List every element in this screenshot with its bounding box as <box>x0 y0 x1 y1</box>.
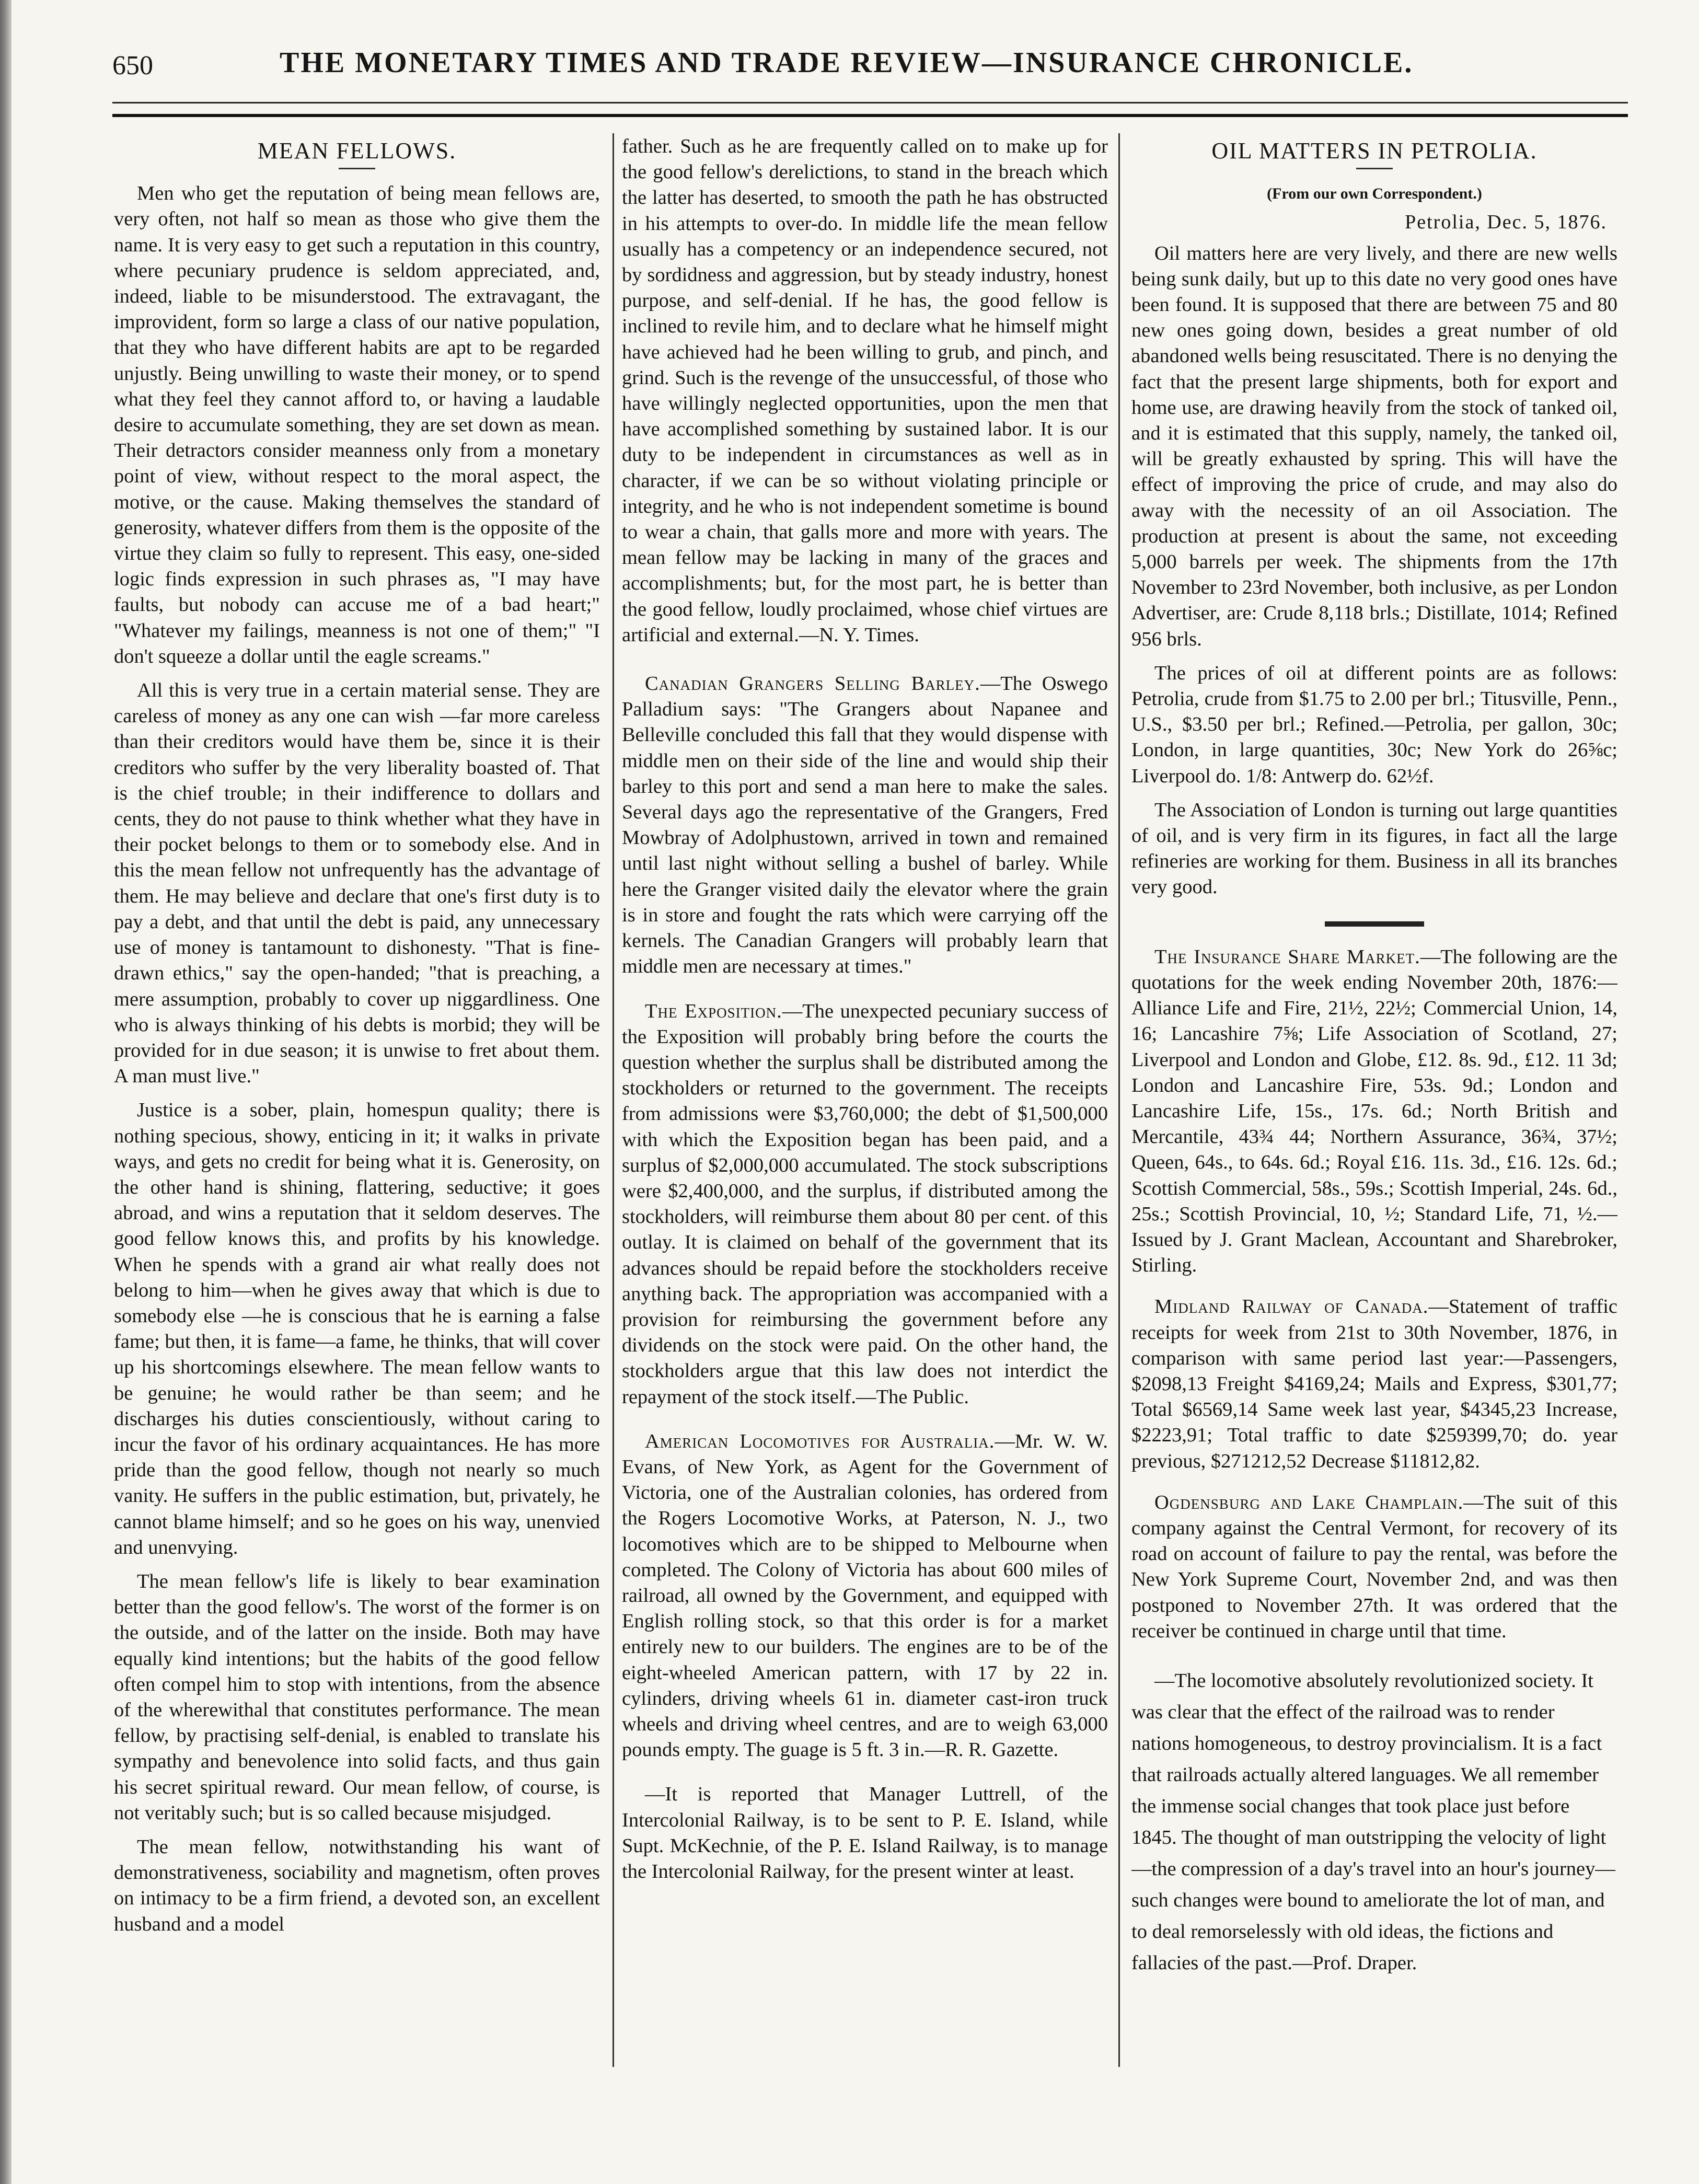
ogdensburg-lead: Ogdensburg and Lake Champlain. <box>1154 1491 1464 1513</box>
grangers-body: —The Oswego Palladium says: "The Grangers about Napanee and Belleville concluded this fall that they would dispense with middle men on their side of the line and would ship their barley to this port and send a man here to make the sales. Several days ago the representative of the Grangers, Fred Mowbray of Adolphustown, arrived in town and remained until last night without selling a bushel of barley. While here the Granger visited daily the elevator where the grain is in store and fought the rats which were carrying off the kernels. The Canadian Grangers will probably learn that middle men are necessary at times." <box>622 673 1108 978</box>
column-divider-1 <box>612 133 614 2067</box>
exposition-body: —The unexpected pecuniary success of the Exposition will probably bring before the courts the question whether the surplus shall be distributed among the stockholders or returned to the government. The receipts from admissions were $3,760,000; the debt of $1,500,000 with which the Exposition began has been paid, and a surplus of $2,000,000 accumulated. The stock subscriptions were $2,400,000, and the surplus, if distributed among the stockholders, will reimburse them about 80 per cent. of this outlay. It is claimed on behalf of the government that its advances should be repaid before the stockholders receive anything back. The appropriation was accompanied with a provision for reimbursing the government before any dividends on the stock were paid. On the other hand, the stockholders argue that this law does not interdict the repayment of the stock itself.—The Public. <box>622 1000 1108 1408</box>
headline-rule <box>1356 168 1393 169</box>
insurance-item <box>1131 944 1617 1279</box>
insurance-lead: The Insurance Share Market. <box>1154 945 1420 968</box>
column-3 <box>1131 131 1617 2075</box>
exposition-lead: The Exposition. <box>645 1000 782 1022</box>
luttrell-item: —It is reported that Manager Luttrell, of the Intercolonial Railway, is to be sent to P. E. Island, while Supt. McKechnie, of the P. E. Island Railway, is to manage the Intercolonial Railway, for the present winter at least. <box>622 1783 1108 1882</box>
mean-fellows-headline: MEAN FELLOWS. <box>257 138 457 164</box>
grangers-item <box>622 671 1108 979</box>
ogdensburg-item <box>1131 1490 1617 1644</box>
locomotive-quote: —The locomotive absolutely revolutionized society. It was clear that the effect of the railroad was to render nations homogeneous, to destroy provincialism. It is a fact that railroads actually altered languages. We all remember the immense social changes that took place just before 1845. The thought of man outstripping the velocity of light—the compression of a day's travel into an hour's journey—such changes were bound to ameliorate the lot of man, and to deal remorselessly with old ideas, the fictions and fallacies of the past.—Prof. Draper. <box>1131 1669 1615 1974</box>
insurance-body: —The following are the quotations for the week ending November 20th, 1876:—Alliance Life and Fire, 21½, 22½; Commercial Union, 14, 16; Lancashire 7⅝; Life Association of Scotland, 27; Liverpool and London and Globe, £12. 8s. 9d., £12. 11 3d; London and Lancashire Fire, 53s. 9d.; London and Lancashire Life, 15s., 17s. 6d.; North British and Mercantile, 43¾ 44; Northern Assurance, 36¾, 37½; Queen, 64s., to 64s. 6d.; Royal £16. 11s. 3d., £16. 12s. 6d.; Scottish Commercial, 58s., 59s.; Scottish Imperial, 24s. 6d., 25s.; Scottish Provincial, 10, ½; Standard Life, 71, ½.—Issued by J. Grant Maclean, Accountant and Sharebroker, Stirling. <box>1131 945 1617 1277</box>
dateline: Petrolia, Dec. 5, 1876. <box>1405 211 1607 234</box>
article-paragraph: Justice is a sober, plain, homespun quality; there is nothing specious, showy, enticing in it; it walks in private ways, and gets no credit for being what it is. Generosity, on the other hand is shining, flattering, seductive; it goes abroad, and wins a reputation that it seldom deserves. The good fellow knows this, and profits by his knowledge. When he spends with a grand air what really does not belong to him—when he gives away that which is due to somebody else —he is conscious that he is earning a false fame; but then, it is fame—a fame, he thinks, that will cover up his shortcomings elsewhere. The mean fellow wants to be genuine; he would rather be than seem; and he discharges his duties conscientiously, without caring to incur the favor of his ordinary acquaintances. He has more pride than the good fellow, though not nearly so much vanity. He suffers in the public estimation, but, privately, he cannot blame himself; and so he goes on his way, unenvied and unenvying. <box>114 1099 600 1558</box>
page-header <box>112 46 1628 93</box>
section-ornament-rule <box>1325 921 1424 927</box>
article-paragraph: The mean fellow's life is likely to bear examination better than the good fellow's. The worst of the former is on the outside, and of the latter on the inside. Both may have equally kind intentions; but the habits of the good fellow often compel him to stop with intentions, from the absence of the wherewithal that constitutes performance. The mean fellow, by practising self-denial, is enabled to translate his sympathy and benevolence into solid facts, and thus gain his secret spiritual reward. Our mean fellow, of course, is not veritably such; but is so called because misjudged. <box>114 1570 600 1824</box>
page-binding-edge <box>0 0 11 2184</box>
midland-item <box>1131 1294 1617 1474</box>
column-2 <box>622 131 1108 2075</box>
journal-title: THE MONETARY TIMES AND TRADE REVIEW—INSURANCE CHRONICLE. <box>280 47 1414 79</box>
column-divider-2 <box>1118 133 1120 2067</box>
article-paragraph: The mean fellow, notwithstanding his want of demonstrativeness, sociability and magnetism, often proves on intimacy to be a firm friend, a devoted son, an excellent husband and a model <box>114 1836 600 1935</box>
article-paragraph: Men who get the reputation of being mean fellows are, very often, not half so mean as those who give them the name. It is very easy to get such a reputation in this country, where pecuniary prudence is seldom appreciated, and, indeed, liable to be misunderstood. The extravagant, the improvident, form so large a class of our native population, that they who have different habits are apt to be regarded unjustly. Being unwilling to waste their money, or to spend what they feel they cannot afford to, or having a laudable desire to accumulate something, they are set down as mean. Their detractors consider meanness only from a monetary point of view, without respect to the moral aspect, the motive, or the cause. Making themselves the standard of generosity, whatever differs from them is the opposite of the virtue they claim so fully to represent. This easy, one-sided logic finds expression in such phrases as, "I may have faults, but nobody can accuse me of a bad heart;" "Whatever my failings, meanness is not one of them;" "I don't squeeze a dollar until the eagle screams." <box>114 182 600 667</box>
midland-body: —Statement of traffic receipts for week from 21st to 30th November, 1876, in comparison with same period last year:—Passengers, $2098,13 Freight $4169,24; Mails and Express, $301,77; Total $6569,14 Same week last year, $4345,23 Increase, $2223,91; Total traffic to date $259399,70; do. year previous, $271212,52 Decrease $11812,82. <box>1131 1296 1617 1472</box>
locomotives-item <box>622 1429 1108 1763</box>
header-rule-thick <box>112 114 1628 117</box>
oil-paragraph: The Association of London is turning out large quantities of oil, and is very firm in its figures, in fact all the large refineries are working for them. Business in all its branches very good. <box>1131 799 1617 898</box>
midland-lead: Midland Railway of Canada. <box>1154 1296 1429 1318</box>
exposition-item <box>622 999 1108 1410</box>
oil-paragraph: The prices of oil at different points are as follows: Petrolia, crude from $1.75 to 2.00 per brl.; Titusville, Penn., U.S., $3.50 per brl.; Refined.—Petrolia, per gallon, 30c; London, in large quantities, 30c; New York do 26⅝c; Liverpool do. 1/8: Antwerp do. 62½f. <box>1131 662 1617 787</box>
oil-headline: OIL MATTERS IN PETROLIA. <box>1211 138 1538 164</box>
ogdensburg-body: —The suit of this company against the Central Vermont, for recovery of its road on account of failure to pay the rental, was before the New York Supreme Court, November 2nd, and was then postponed to November 27th. It was ordered that the receiver be continued in charge until that time. <box>1131 1491 1617 1642</box>
article-paragraph: All this is very true in a certain material sense. They are careless of money as any one can wish —far more careless than their creditors would have them be, since it is their creditors who suffer by the very liberality boasted of. That is the chief trouble; in their indifference to dollars and cents, they do not pause to think whether what they have in their pocket belongs to them or to somebody else. And in this the mean fellow not unfrequently has the advantage of them. He may believe and declare that one's first duty is to pay a debt, and that until the debt is paid, any unnecessary use of money is tantamount to dishonesty. "That is fine-drawn ethics," say the open-handed; "that is preaching, a mere assumption, probably to cover up niggardliness. One who is always thinking of his debts is morbid; they will be provided for in due season; it is unwise to fret about them. A man must live." <box>114 679 600 1088</box>
correspondent-note: (From our own Correspondent.) <box>1267 185 1482 203</box>
locomotives-body: —Mr. W. W. Evans, of New York, as Agent for the Government of Victoria, one of the Australian colonies, has ordered from the Rogers Locomotive Works, at Paterson, N. J., two locomotives which are to be shipped to Melbourne when completed. The Colony of Victoria has about 600 miles of railroad, all owned by the Government, and equipped with English rolling stock, so that this order is for a market entirely new to our builders. The engines are to be of the eight-wheeled American pattern, with 17 by 22 in. cylinders, driving wheels 61 in. diameter cast-iron truck wheels and driving wheel centres, and are to weigh 63,000 pounds empty. The guage is 5 ft. 3 in.—R. R. Gazette. <box>622 1430 1108 1761</box>
grangers-lead: Canadian Grangers Selling Barley. <box>645 673 980 695</box>
header-rule-thin <box>112 102 1628 103</box>
page-number: 650 <box>112 51 153 80</box>
oil-paragraph: Oil matters here are very lively, and there are new wells being sunk daily, but up to this date no very good ones have been found. It is supposed that there are between 75 and 80 new ones going down, besides a great number of old abandoned wells being resuscitated. There is no denying the fact that the present large shipments, both for export and home use, are drawing heavily from the stock of tanked oil, and it is estimated that this supply, namely, the tanked oil, will be greatly exhausted by spring. This will have the effect of improving the price of crude, and may also do away with the necessity of an oil Association. The production at present is about the same, not exceeding 5,000 barrels per week. The shipments from the 17th November to 23rd November, both inclusive, as per London Advertiser, are: Crude 8,118 brls.; Distillate, 1014; Refined 956 brls. <box>1131 242 1617 650</box>
mean-fellows-continuation: father. Such as he are frequently called on to make up for the good fellow's derelictions, to stand in the breach which the latter has deserted, to smooth the path he has obstructed in his attempts to over-do. In middle life the mean fellow usually has a competency or an independence secured, not by sordidness and aggression, but by steady industry, honest purpose, and self-denial. If he has, the good fellow is inclined to revile him, and to declare what he himself might have achieved had he been willing to grub, and pinch, and grind. Such is the revenge of the unsuccessful, of those who have willingly neglected opportunities, upon the men that have accomplished something by sustained labor. It is our duty to be independent in circumstances as well as in character, if we can be so without violating principle or integrity, and he who is not independent sometime is bound to wear a chain, that galls more and more with years. The mean fellow may be lacking in many of the graces and accomplishments; but, for the most part, he is better than the good fellow, loudly proclaimed, whose chief virtues are artificial and external.—N. Y. Times. <box>622 135 1108 646</box>
column-1 <box>114 131 600 2075</box>
headline-rule <box>339 168 375 169</box>
locomotives-lead: American Locomotives for Australia. <box>645 1430 995 1452</box>
